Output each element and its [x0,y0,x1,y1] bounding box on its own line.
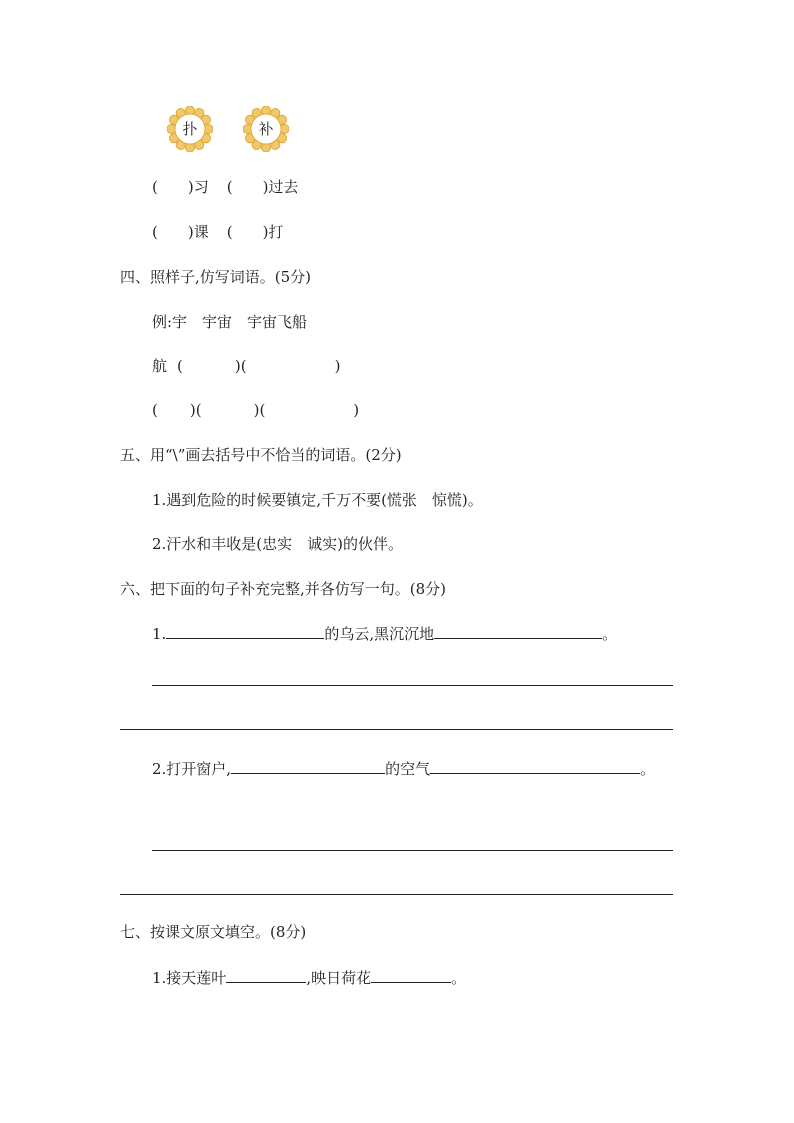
answer-blank[interactable] [166,624,324,639]
writing-line[interactable] [152,850,673,851]
q6-sentence-2: 2.打开窗户, 的空气 。 [152,760,656,778]
writing-line[interactable] [120,894,673,895]
q5-item-1: 1.遇到危险的时候要镇定,千万不要(慌张 惊慌)。 [152,491,483,509]
answer-blank[interactable] [434,624,602,639]
question-5-title: 五、用“\”画去括号中不恰当的词语。(2分) [120,446,402,464]
fill-row-2: ( )课 ( )打 [152,223,284,241]
answer-blank[interactable] [371,968,451,983]
flower-character-pu [167,106,213,152]
fill-row-1: ( )习 ( )过去 [152,178,299,196]
answer-blank[interactable] [231,759,385,774]
answer-blank[interactable] [226,968,306,983]
q4-line-2: ( )( )( ) [152,401,360,419]
flower-character: 补 [258,120,274,138]
question-4-title: 四、照样子,仿写词语。(5分) [120,268,312,286]
flower-character-bu [243,106,289,152]
flower-character: 扑 [182,120,198,138]
question-6-title: 六、把下面的句子补充完整,并各仿写一句。(8分) [120,580,447,598]
answer-blank[interactable] [430,759,640,774]
writing-line[interactable] [120,729,673,730]
q4-line-1: 航 ( )( ) [152,357,341,375]
q5-item-2: 2.汗水和丰收是(忠实 诚实)的伙伴。 [152,535,404,553]
q6-sentence-1: 1. 的乌云,黑沉沉地 。 [152,625,618,643]
question-7-title: 七、按课文原文填空。(8分) [120,923,307,941]
q7-sentence-1: 1.接天莲叶 ,映日荷花 。 [152,969,467,987]
writing-line[interactable] [152,685,673,686]
q4-example: 例:宇 宇宙 宇宙飞船 [152,313,308,331]
